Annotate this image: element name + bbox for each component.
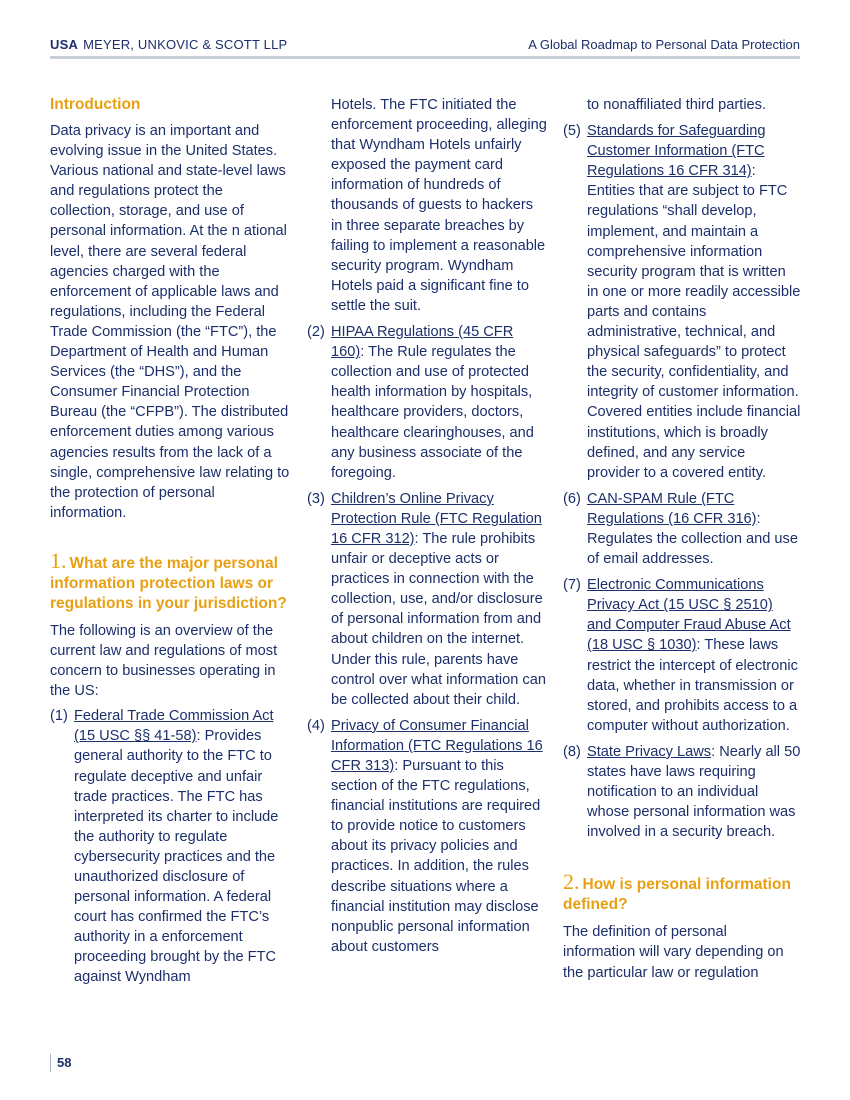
header-firm-name: MEYER, UNKOVIC & SCOTT LLP: [83, 37, 288, 52]
question-1-lead: The following is an overview of the current law and regulations of most concern to businesses operating in the US:: [50, 622, 278, 700]
list-item-1: [50, 706, 290, 987]
item-2-text: : The Rule regulates the collection and use of protected health information by hospitals, healthcare providers, doctors, healthcare clearinghouses, and any business associate of the foregoing.: [331, 344, 534, 481]
item-2-link[interactable]: HIPAA Regulations (45 CFR 160): [331, 324, 514, 361]
item-number: (6): [563, 490, 581, 507]
item-number: (3): [307, 490, 325, 507]
item-4-link[interactable]: Privacy of Consumer Financial Information (FTC Regulations 16 CFR 313): [331, 717, 543, 774]
item-5-text: : Entities that are subject to FTC regulations “shall develop, implement, and maintain a comprehensive information security program that is written in one or more readily accessible parts and contains administrative, technical, and physical safeguards” to protect the security, confidentiality, and integrity of customer information. Covered entities include financial institutions, which is broadly defined, and any service provider to a covered entity.: [587, 163, 801, 481]
page-header: [50, 37, 800, 57]
list-item-2: [307, 322, 547, 483]
page-number: 58: [50, 1054, 71, 1072]
item-number: (7): [563, 577, 581, 594]
header-firm: [50, 37, 287, 52]
item-1-link[interactable]: Federal Trade Commission Act (15 USC §§ 41-58): [74, 708, 274, 745]
column-1: [50, 95, 290, 988]
question-2-heading: [563, 869, 801, 915]
header-divider: [50, 56, 800, 59]
item-5-link[interactable]: Standards for Safeguarding Customer Information (FTC Regulations 16 CFR 314): [587, 123, 766, 180]
item-number: (1): [50, 708, 68, 725]
item-7-link[interactable]: Electronic Communications Privacy Act (15 USC § 2510) and Computer Fraud Abuse Act (18 USC § 1030): [587, 577, 791, 654]
item-4-continuation: to nonaffiliated third parties.: [587, 97, 767, 113]
item-number: (8): [563, 743, 581, 760]
column-2: [307, 95, 547, 957]
item-7-text: : These laws restrict the intercept of electronic data, whether in transmission or stored, and prohibits access to a computer without authorization.: [587, 637, 798, 734]
item-4-text: : Pursuant to this section of the FTC regulations, financial institutions are required to provide notice to customers about its privacy policies and practices. In addition, the rules describe situations where a financial institution may disclose nonpublic personal information about customers: [331, 758, 541, 955]
item-8-link[interactable]: State Privacy Laws: [587, 743, 712, 760]
list-item-4: [307, 716, 547, 957]
item-1-text: : Provides general authority to the FTC to regulate deceptive and unfair trade practices. The FTC has interpreted its charter to include the authority to regulate cybersecurity practices and the unauthorized disclosure of personal information. A federal court has confirmed the FTC’s authority in a enforcement proceeding brought by the FTC against Wyndham: [74, 728, 279, 986]
question-2-text: How is personal information defined?: [563, 876, 791, 914]
item-3-link[interactable]: Children’s Online Privacy Protection Rule (FTC Regulation 16 CFR 312): [331, 490, 542, 547]
question-1-number: 1.: [50, 547, 67, 573]
item-number: (4): [307, 717, 325, 734]
column-3: [563, 95, 801, 983]
item-number: (5): [563, 123, 581, 140]
question-2-lead: The definition of personal information will vary depending on the particular law or regulation: [563, 924, 784, 981]
item-8-text: : Nearly all 50 states have laws requiring notification to an individual whose personal information was involved in a security breach.: [587, 743, 801, 841]
item-number: (2): [307, 324, 325, 341]
list-item-6: [563, 489, 801, 569]
header-publication: A Global Roadmap to Personal Data Protection: [528, 37, 800, 52]
item-6-link[interactable]: CAN-SPAM Rule (FTC Regulations (16 CFR 316): [587, 490, 757, 527]
list-item-5: [563, 121, 801, 483]
list-item-8: [563, 742, 801, 842]
list-item-7: [563, 575, 801, 736]
item-6-text: : Regulates the collection and use of email addresses.: [587, 510, 798, 568]
item-3-text: : The rule prohibits unfair or deceptive acts or practices in connection with the collection, use, and/or disclosure of personal information from and about children on the internet. Under this rule, parents have control over what information can be collected about their child.: [331, 530, 546, 708]
question-2-number: 2.: [563, 869, 580, 895]
intro-heading: Introduction: [50, 96, 141, 113]
intro-paragraph: Data privacy is an important and evolving issue in the United States. Various national and state-level laws and regulations protect the collection, storage, and use of personal information. At the n ational level, there are several federal agencies charged with the enforcement of applicable laws and regulations, including the Federal Trade Commission (the “FTC”), the Department of Health and Human Services (the “DHS”), and the Consumer Financial Protection Bureau (the “CFPB”). The distributed enforcement duties among various agencies results from the lack of a single, comprehensive law relating to the protection of personal information.: [50, 123, 290, 521]
question-1-heading: [50, 547, 290, 614]
header-country: USA: [50, 37, 79, 52]
list-item-3: [307, 489, 547, 710]
question-1-text: What are the major personal information protection laws or regulations in your jurisdiction?: [50, 554, 287, 612]
item-1-continuation: Hotels. The FTC initiated the enforcement proceeding, alleging that Wyndham Hotels unfairly exposed the payment card information of hundreds of thousands of guests to hackers in three separate breaches by failing to implement a reasonable security program. Wyndham Hotels paid a significant fine to settle the suit.: [331, 97, 547, 314]
